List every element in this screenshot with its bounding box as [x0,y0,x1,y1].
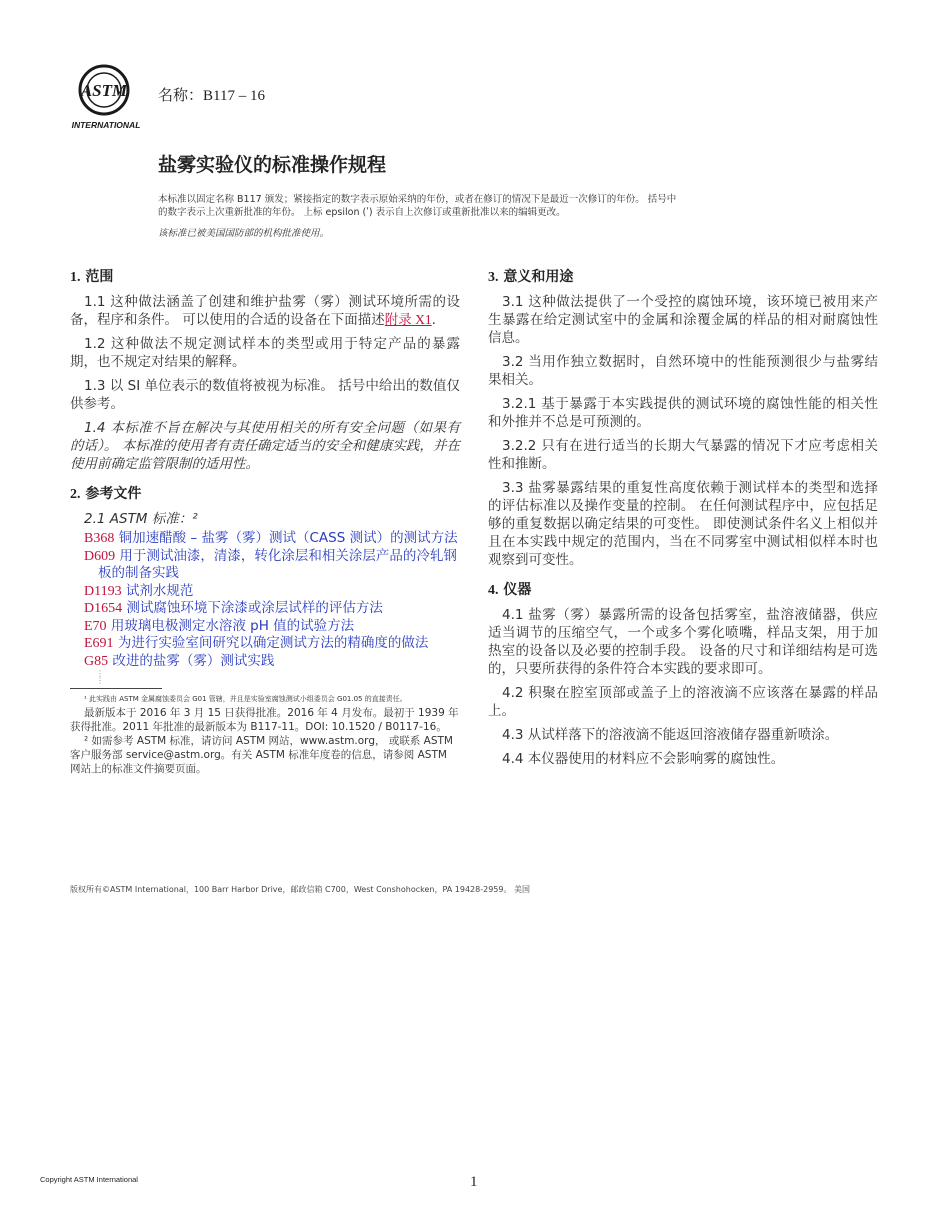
designation-code: B117 – 16 [203,88,265,104]
standard-intro [158,193,798,240]
reference-item[interactable]: D609 用于测试油漆，清漆，转化涂层和相关涂层产品的冷轧钢板的制备实践 [84,547,457,581]
footnote-1-committee: ¹ 此实践由 ASTM 金属腐蚀委员会 G01 管辖，并且是实验室腐蚀测试小组委员会 G01.05 的直接责任。 [84,695,407,703]
astm-logo [70,62,152,134]
section-heading: 2. 参考文件 [70,486,142,502]
section-4-apparatus [488,581,878,768]
continuation-dots: ⋮ ⋮ [96,669,104,685]
intro-dod-note: 该标准已被美国国防部的机构批准使用。 [158,228,330,239]
paragraph-4-4: 4.4 本仪器使用的材料应不会影响雾的腐蚀性。 [502,751,785,767]
right-column [488,268,878,780]
paragraph-1-1: 1.1 这种做法涵盖了创建和维护盐雾（雾）测试环境所需的设备，程序和条件。 可以使用的合适的设备在下面描述附录 X1. [70,294,460,328]
reference-item[interactable]: E70 用玻璃电极测定水溶液 pH 值的试验方法 [84,617,355,634]
intro-line-1: 本标准以固定名称 B117 颁发；紧接指定的数字表示原始采纳的年份，或者在修订的情况下是最近一次修订的年份。 括号中 [158,194,677,205]
reference-item[interactable]: G85 改进的盐雾（雾）测试实践 [84,652,275,669]
reference-item[interactable]: B368 铜加速醋酸 – 盐雾（雾）测试（CASS 测试）的测试方法 [84,530,458,546]
page-number: 1 [470,1174,478,1190]
footnote-2: ² 如需参考 ASTM 标准，请访问 ASTM 网站，www.astm.org， 或联系 ASTM 客户服务部 service@astm.org。有关 ASTM 标准年度卷的信息，请参阅 ASTM 网站上的标准文件摘要页面。 [70,735,453,775]
appendix-x1-link[interactable]: 附录 X1 [384,312,432,327]
designation [158,84,265,105]
paragraph-3-1: 3.1 这种做法提供了一个受控的腐蚀环境，该环境已被用来产生暴露在给定测试室中的金属和涂覆金属的样品的相对耐腐蚀性信息。 [488,294,878,346]
designation-label: 名称： [158,86,204,104]
paragraph-4-1: 4.1 盐雾（雾）暴露所需的设备包括雾室，盐溶液储器，供应适当调节的压缩空气，一个或多个雾化喷嘴，样品支架，用于加热室的设备以及必要的控制手段。 设备的尺寸和详细结构是可选的，只要所获得的条件符合本实践的要求即可。 [488,607,878,677]
paragraph-1-4: 1.4 本标准不旨在解决与其使用相关的所有安全问题（如果有的话）。 本标准的使用者有责任确定适当的安全和健康实践，并在使用前确定监管限制的适用性。 [70,420,460,472]
paragraph-1-2: 1.2 这种做法不规定测试样本的类型或用于特定产品的暴露期，也不规定对结果的解释。 [70,336,460,370]
copyright-notice: Copyright ASTM International [40,1175,138,1184]
logo-subtext: INTERNATIONAL [71,120,141,130]
section-3-significance [488,268,878,569]
paragraph-4-3: 4.3 从试样落下的溶液滴不能返回溶液储存器重新喷涂。 [502,727,839,743]
intro-line-2: 的数字表示上次重新批准的年份。 上标 epsilon (ʹ) 表示自上次修订或重新批准以来的编辑更改。 [158,207,566,218]
paragraph-3-2-1: 3.2.1 基于暴露于本实践提供的测试环境的腐蚀性能的相关性和外推并不总是可预测的。 [488,396,878,430]
section-2-references [70,485,460,776]
paragraph-1-3: 1.3 以 SI 单位表示的数值将被视为标准。 括号中给出的数值仅供参考。 [70,378,460,412]
left-column [70,268,460,788]
paragraph-3-2-2: 3.2.2 只有在进行适当的长期大气暴露的情况下才应考虑相关性和推断。 [488,438,878,472]
footnote-1-approval: 最新版本于 2016 年 3 月 15 日获得批准。2016 年 4 月发布。最初于 1939 年获得批准。2011 年批准的最新版本为 B117-11。DOI: 10.1520 / B0117-16。 [70,707,459,733]
reference-item[interactable]: D1654 测试腐蚀环境下涂漆或涂层试样的评估方法 [84,600,383,616]
footnote-rule [70,688,162,689]
paragraph-2-1: 2.1 ASTM 标准：² [84,511,198,527]
page-title: 盐雾实验仪的标准操作规程 [158,154,387,176]
footnotes [70,688,460,776]
section-heading: 3. 意义和用途 [488,269,574,285]
logo-wordmark: ASTM [80,81,128,100]
copyright-address: 版权所有©ASTM International，100 Barr Harbor Drive，邮政信箱 C700，West Conshohocken，PA 19428-2959。 美国 [70,885,531,894]
reference-item[interactable]: D1193 试剂水规范 [84,582,194,599]
reference-item[interactable]: E691 为进行实验室间研究以确定测试方法的精确度的做法 [84,635,429,651]
paragraph-3-3: 3.3 盐雾暴露结果的重复性高度依赖于测试样本的类型和选择的评估标准以及操作变量的控制。 在任何测试程序中，应包括足够的重复数据以确定结果的可变性。 即使测试条件名义上相似并且在本实践中规定的范围内，当在不同雾室中测试相似样本时也观察到可变性。 [488,480,878,568]
section-heading: 4. 仪器 [488,582,532,598]
paragraph-3-2: 3.2 当用作独立数据时，自然环境中的性能预测很少与盐雾结果相关。 [488,354,878,388]
section-1-scope [70,268,460,473]
paragraph-4-2: 4.2 积聚在腔室顶部或盖子上的溶液滴不应该落在暴露的样品上。 [488,685,878,719]
section-heading: 1. 范围 [70,269,114,285]
